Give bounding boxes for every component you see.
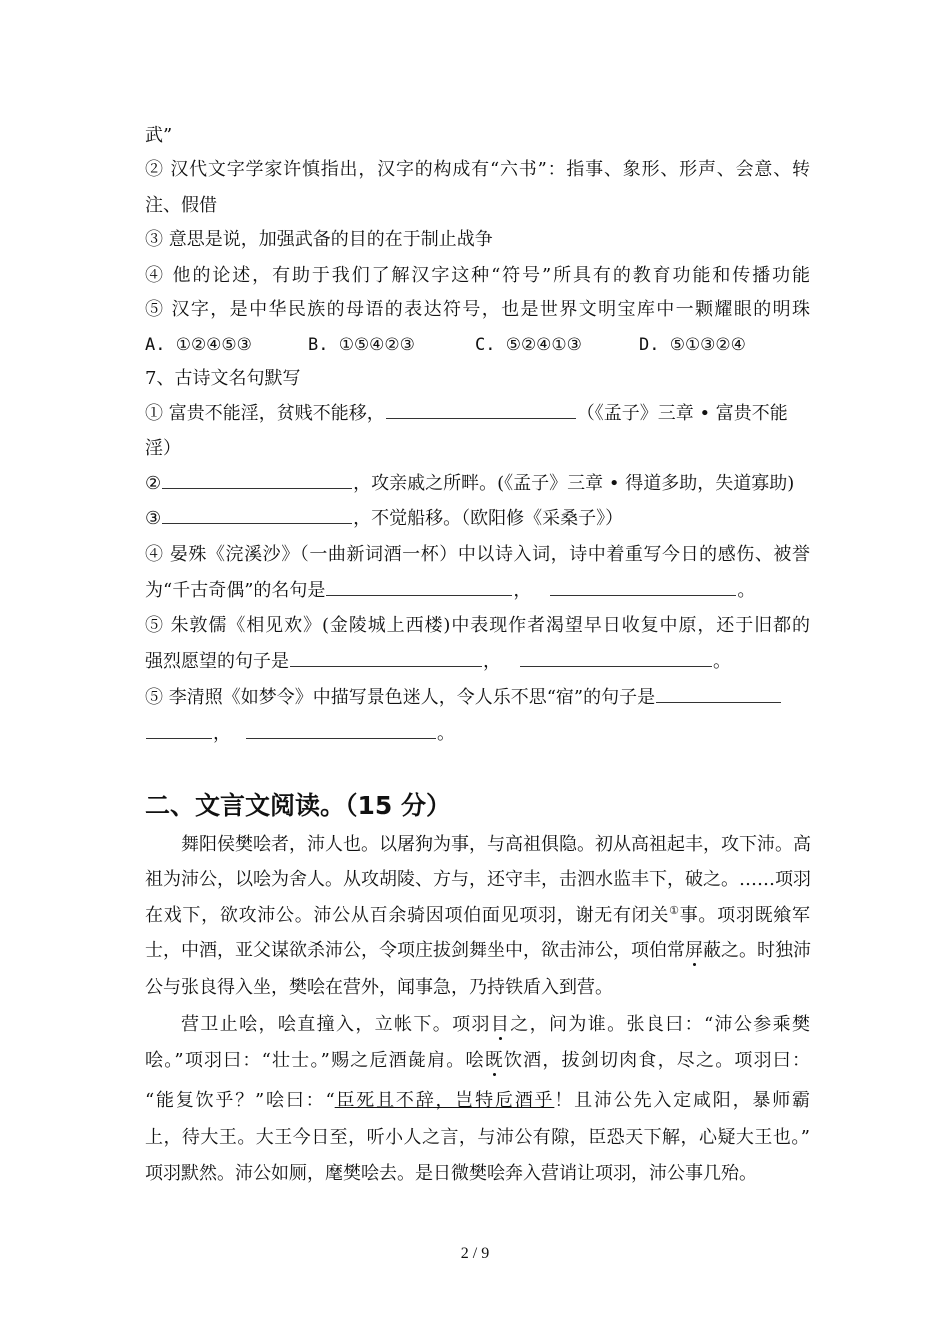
q6-line-4: ③ 意思是说，加强武备的目的在于制止战争 xyxy=(145,229,493,250)
q7-item-2 xyxy=(145,472,810,496)
blank-field[interactable] xyxy=(162,507,352,524)
passage-line: 项羽默然。沛公如厕，麾樊哙去。是日微樊哙奔入营诮让项羽，沛公事几殆。 xyxy=(145,1163,757,1184)
blank-field[interactable] xyxy=(162,472,352,489)
q7-item-6-cont xyxy=(145,722,810,746)
passage-text: 在戏下，欲攻沛公。沛公从百余骑因项伯面见项羽，谢无有闭关 xyxy=(145,905,670,926)
q7-item-6-comma: ， xyxy=(213,723,231,744)
section-heading: 二、文言文阅读。（15 分） xyxy=(145,791,451,820)
q7-item-3 xyxy=(145,507,810,531)
q7-item-1-text: ① 富贵不能淫，贫贱不能移， xyxy=(145,403,385,424)
q7-item-1-cont: 淫） xyxy=(145,438,181,459)
passage-text: 士，中酒，亚父谋欲杀沛公，令项庄拔剑舞坐中，欲击沛公，项伯常 xyxy=(145,940,685,961)
passage-text: 饮酒，拔剑切肉食，尽之。项羽曰： xyxy=(503,1050,811,1071)
blank-field[interactable] xyxy=(386,402,576,419)
q6-line-6: ⑤ 汉字，是中华民族的母语的表达符号，也是世界文明宝库中一颗耀眼的明珠 xyxy=(145,299,810,320)
passage-line xyxy=(145,1049,810,1073)
q7-item-5-text: 强烈愿望的句子是 xyxy=(145,651,289,672)
q7-item-5-comma: ， xyxy=(483,651,501,672)
blank-field[interactable] xyxy=(246,722,436,739)
q6-line-3: 注、假借 xyxy=(145,195,217,216)
q7-item-4-cont xyxy=(145,579,810,603)
passage-text: ！且沛公先入定咸阳，暴师霸 xyxy=(554,1090,811,1111)
passage-line: 公与张良得入坐，樊哙在营外，闻事急，乃持铁盾入到营。 xyxy=(145,977,613,998)
passage-text: 蔽之。时独沛 xyxy=(703,940,811,961)
passage-line xyxy=(145,1089,810,1113)
q7-item-5-cont xyxy=(145,650,810,674)
blank-field[interactable] xyxy=(290,650,482,667)
passage-text: 事。项羽既飨军 xyxy=(679,905,811,926)
passage-text: 哙。”项羽曰：“壮士。”赐之卮酒彘肩。哙 xyxy=(145,1050,485,1071)
q7-item-4-end: 。 xyxy=(737,580,756,601)
footnote-marker: ① xyxy=(669,904,680,917)
q7-item-6 xyxy=(145,686,810,710)
q7-item-5-end: 。 xyxy=(713,651,731,672)
q7-item-1 xyxy=(145,402,810,426)
q6-line-5: ④ 他的论述，有助于我们了解汉字这种“符号”所具有的教育功能和传播功能 xyxy=(145,265,810,286)
emphasis-char: 目 xyxy=(490,1014,511,1035)
q7-item-5: ⑤ 朱敦儒《相见欢》(金陵城上西楼)中表现作者渴望早日收复中原，还于旧都的 xyxy=(145,615,810,636)
option-c: C. ⑤②④①③ xyxy=(475,335,582,355)
q7-item-4: ④ 晏殊《浣溪沙》（一曲新词酒一杯）中以诗入词，诗中着重写今日的感伤、被誉 xyxy=(145,544,810,565)
q7-title: 7、古诗文名句默写 xyxy=(145,368,301,389)
passage-line xyxy=(145,939,810,963)
q6-line-1: 武” xyxy=(145,125,173,146)
option-a: A. ①②④⑤③ xyxy=(145,335,252,355)
q7-item-2-text: ，攻亲戚之所畔。(《孟子》三章 • 得道多助，失道寡助) xyxy=(353,473,795,494)
passage-text: “能复饮乎？”哙曰：“ xyxy=(145,1090,335,1111)
passage-line xyxy=(145,1013,810,1037)
blank-field[interactable] xyxy=(550,579,736,596)
q7-item-6-end: 。 xyxy=(437,723,455,744)
option-d: D. ⑤①③②④ xyxy=(639,335,746,355)
q7-item-2-num: ② xyxy=(145,473,162,494)
emphasis-char: 既 xyxy=(484,1050,504,1071)
passage-line xyxy=(145,904,810,928)
q7-item-4-text: 为“千古奇偶”的名句是 xyxy=(145,580,326,601)
blank-field[interactable] xyxy=(656,686,781,703)
passage-line: 上，待大王。大王今日至，听小人之言，与沛公有隙，臣恐天下解，心疑大王也。” xyxy=(145,1127,810,1148)
blank-field[interactable] xyxy=(520,650,712,667)
q7-item-4-comma: ， xyxy=(513,580,532,601)
passage-line: 舞阳侯樊哙者，沛人也。以屠狗为事，与高祖俱隐。初从高祖起丰，攻下沛。高 xyxy=(181,834,811,855)
passage-text: 之，问为谁。张良曰：“沛公参乘樊 xyxy=(510,1014,811,1035)
underlined-sentence: 臣死且不辞，岂特卮酒乎 xyxy=(334,1090,555,1111)
page-number: 2 / 9 xyxy=(460,1245,490,1262)
q6-line-2: ② 汉代文字学家许慎指出，汉字的构成有“六书”：指事、象形、形声、会意、转 xyxy=(145,159,810,180)
blank-field[interactable] xyxy=(146,722,212,739)
emphasis-char: 屏 xyxy=(685,940,703,961)
q7-item-3-num: ③ xyxy=(145,508,162,529)
q7-item-1-source: （《孟子》三章 • 富贵不能 xyxy=(576,403,788,424)
q7-item-6-text: ⑤ 李清照《如梦令》中描写景色迷人，令人乐不思“宿”的句子是 xyxy=(145,687,656,708)
option-b: B. ①⑤④②③ xyxy=(308,335,415,355)
blank-field[interactable] xyxy=(326,579,512,596)
passage-line: 祖为沛公，以哙为舍人。从攻胡陵、方与，还守丰，击泗水监丰下，破之。……项羽 xyxy=(145,869,811,890)
passage-text: 营卫止哙，哙直撞入，立帐下。项羽 xyxy=(181,1014,491,1035)
q7-item-3-text: ，不觉船移。（欧阳修《采桑子》） xyxy=(353,508,624,529)
